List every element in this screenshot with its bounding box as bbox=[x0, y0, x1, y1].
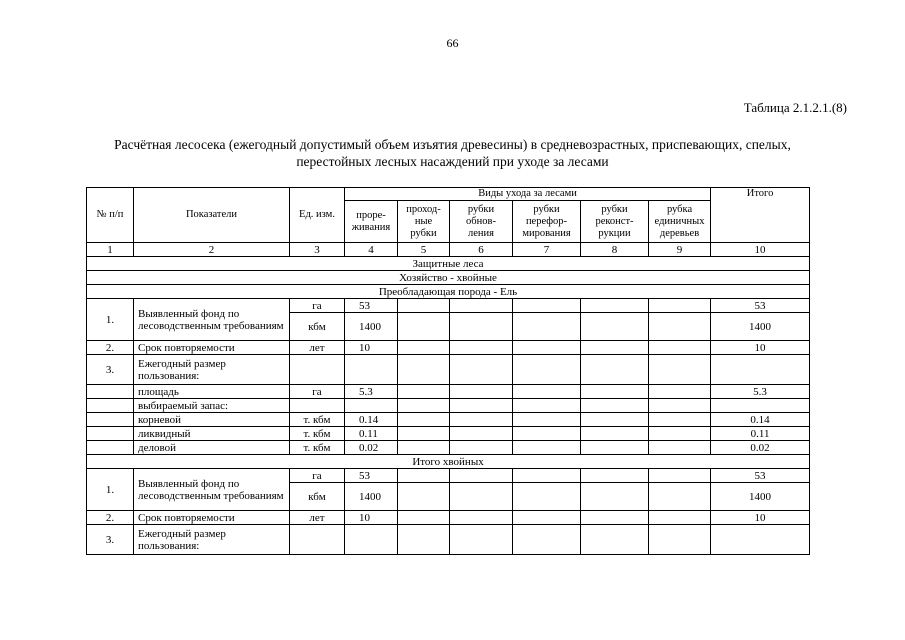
col-number: 2 bbox=[134, 243, 290, 257]
unit-ha: га bbox=[290, 385, 345, 399]
header-thinning: проре- живания bbox=[345, 201, 398, 243]
unit-years: лет bbox=[290, 341, 345, 355]
unit-kbm: кбм bbox=[290, 483, 345, 511]
unit-tkbm: т. кбм bbox=[290, 413, 345, 427]
section-species-spruce: Преобладающая порода - Ель bbox=[87, 285, 810, 299]
total-fund-ha: 53 bbox=[711, 299, 810, 313]
row-number: 3. bbox=[87, 355, 134, 385]
col-number: 10 bbox=[711, 243, 810, 257]
header-num: № п/п bbox=[87, 188, 134, 243]
header-renewal-cutting: рубки обнов- ления bbox=[450, 201, 513, 243]
row-label-root: корневой bbox=[134, 413, 290, 427]
row-label-fund: Выявленный фонд по лесоводственным требованиям bbox=[134, 469, 290, 511]
col-number: 8 bbox=[581, 243, 649, 257]
row-number: 2. bbox=[87, 511, 134, 525]
header-single-tree-cutting: рубка единичных деревьев bbox=[649, 201, 711, 243]
value-business: 0.02 bbox=[345, 441, 398, 455]
table-label: Таблица 2.1.2.1.(8) bbox=[743, 100, 847, 115]
row-number: 2. bbox=[87, 341, 134, 355]
col-number: 1 bbox=[87, 243, 134, 257]
col-number: 4 bbox=[345, 243, 398, 257]
row-label-period: Срок повторяемости bbox=[134, 511, 290, 525]
total-liquid: 0.11 bbox=[711, 427, 810, 441]
total-business: 0.02 bbox=[711, 441, 810, 455]
row-label-annual: Ежегодный размер пользования: bbox=[134, 525, 290, 555]
total-root: 0.14 bbox=[711, 413, 810, 427]
col-number: 3 bbox=[290, 243, 345, 257]
total-fund-kbm: 1400 bbox=[711, 483, 810, 511]
value-liquid: 0.11 bbox=[345, 427, 398, 441]
header-indicator: Показатели bbox=[134, 188, 290, 243]
title-line-1: Расчётная лесосека (ежегодный допустимый объем изъятия древесины) в средневозрастных, приспевающих, спелых, bbox=[114, 137, 791, 152]
value-fund-ha: 53 bbox=[345, 299, 398, 313]
value-period: 10 bbox=[345, 341, 398, 355]
total-area: 5.3 bbox=[711, 385, 810, 399]
row-number: 1. bbox=[87, 299, 134, 341]
row-label-period: Срок повторяемости bbox=[134, 341, 290, 355]
value-area: 5.3 bbox=[345, 385, 398, 399]
col-number: 7 bbox=[513, 243, 581, 257]
row-number: 1. bbox=[87, 469, 134, 511]
row-label-area: площадь bbox=[134, 385, 290, 399]
col-number: 6 bbox=[450, 243, 513, 257]
header-reformation-cutting: рубки перефор- мирования bbox=[513, 201, 581, 243]
row-label-fund: Выявленный фонд по лесоводственным требованиям bbox=[134, 299, 290, 341]
col-number: 5 bbox=[398, 243, 450, 257]
section-economy-conifers: Хозяйство - хвойные bbox=[87, 271, 810, 285]
page-number: 66 bbox=[446, 36, 459, 50]
unit-kbm: кбм bbox=[290, 313, 345, 341]
header-unit: Ед. изм. bbox=[290, 188, 345, 243]
value-fund-kbm: 1400 bbox=[345, 313, 398, 341]
total-period: 10 bbox=[711, 511, 810, 525]
unit-tkbm: т. кбм bbox=[290, 441, 345, 455]
value-period: 10 bbox=[345, 511, 398, 525]
unit-ha: га bbox=[290, 469, 345, 483]
unit-ha: га bbox=[290, 299, 345, 313]
header-reconstruction-cutting: рубки реконст- рукции bbox=[581, 201, 649, 243]
value-root: 0.14 bbox=[345, 413, 398, 427]
value-fund-kbm: 1400 bbox=[345, 483, 398, 511]
total-fund-kbm: 1400 bbox=[711, 313, 810, 341]
section-protective-forests: Защитные леса bbox=[87, 257, 810, 271]
header-total: Итого bbox=[711, 188, 810, 243]
value-fund-ha: 53 bbox=[345, 469, 398, 483]
unit-years: лет bbox=[290, 511, 345, 525]
unit-tkbm: т. кбм bbox=[290, 427, 345, 441]
table-title bbox=[40, 136, 865, 170]
row-label-liquid: ликвидный bbox=[134, 427, 290, 441]
row-label-annual: Ежегодный размер пользования: bbox=[134, 355, 290, 385]
total-period: 10 bbox=[711, 341, 810, 355]
section-total-conifers: Итого хвойных bbox=[87, 455, 810, 469]
col-number: 9 bbox=[649, 243, 711, 257]
row-number: 3. bbox=[87, 525, 134, 555]
header-group: Виды ухода за лесами bbox=[345, 188, 711, 201]
total-fund-ha: 53 bbox=[711, 469, 810, 483]
title-line-2: перестойных лесных насаждений при уходе за лесами bbox=[296, 154, 609, 169]
header-passage-cutting: проход- ные рубки bbox=[398, 201, 450, 243]
row-label-business: деловой bbox=[134, 441, 290, 455]
forest-table bbox=[86, 187, 810, 555]
row-label-stock: выбираемый запас: bbox=[134, 399, 290, 413]
